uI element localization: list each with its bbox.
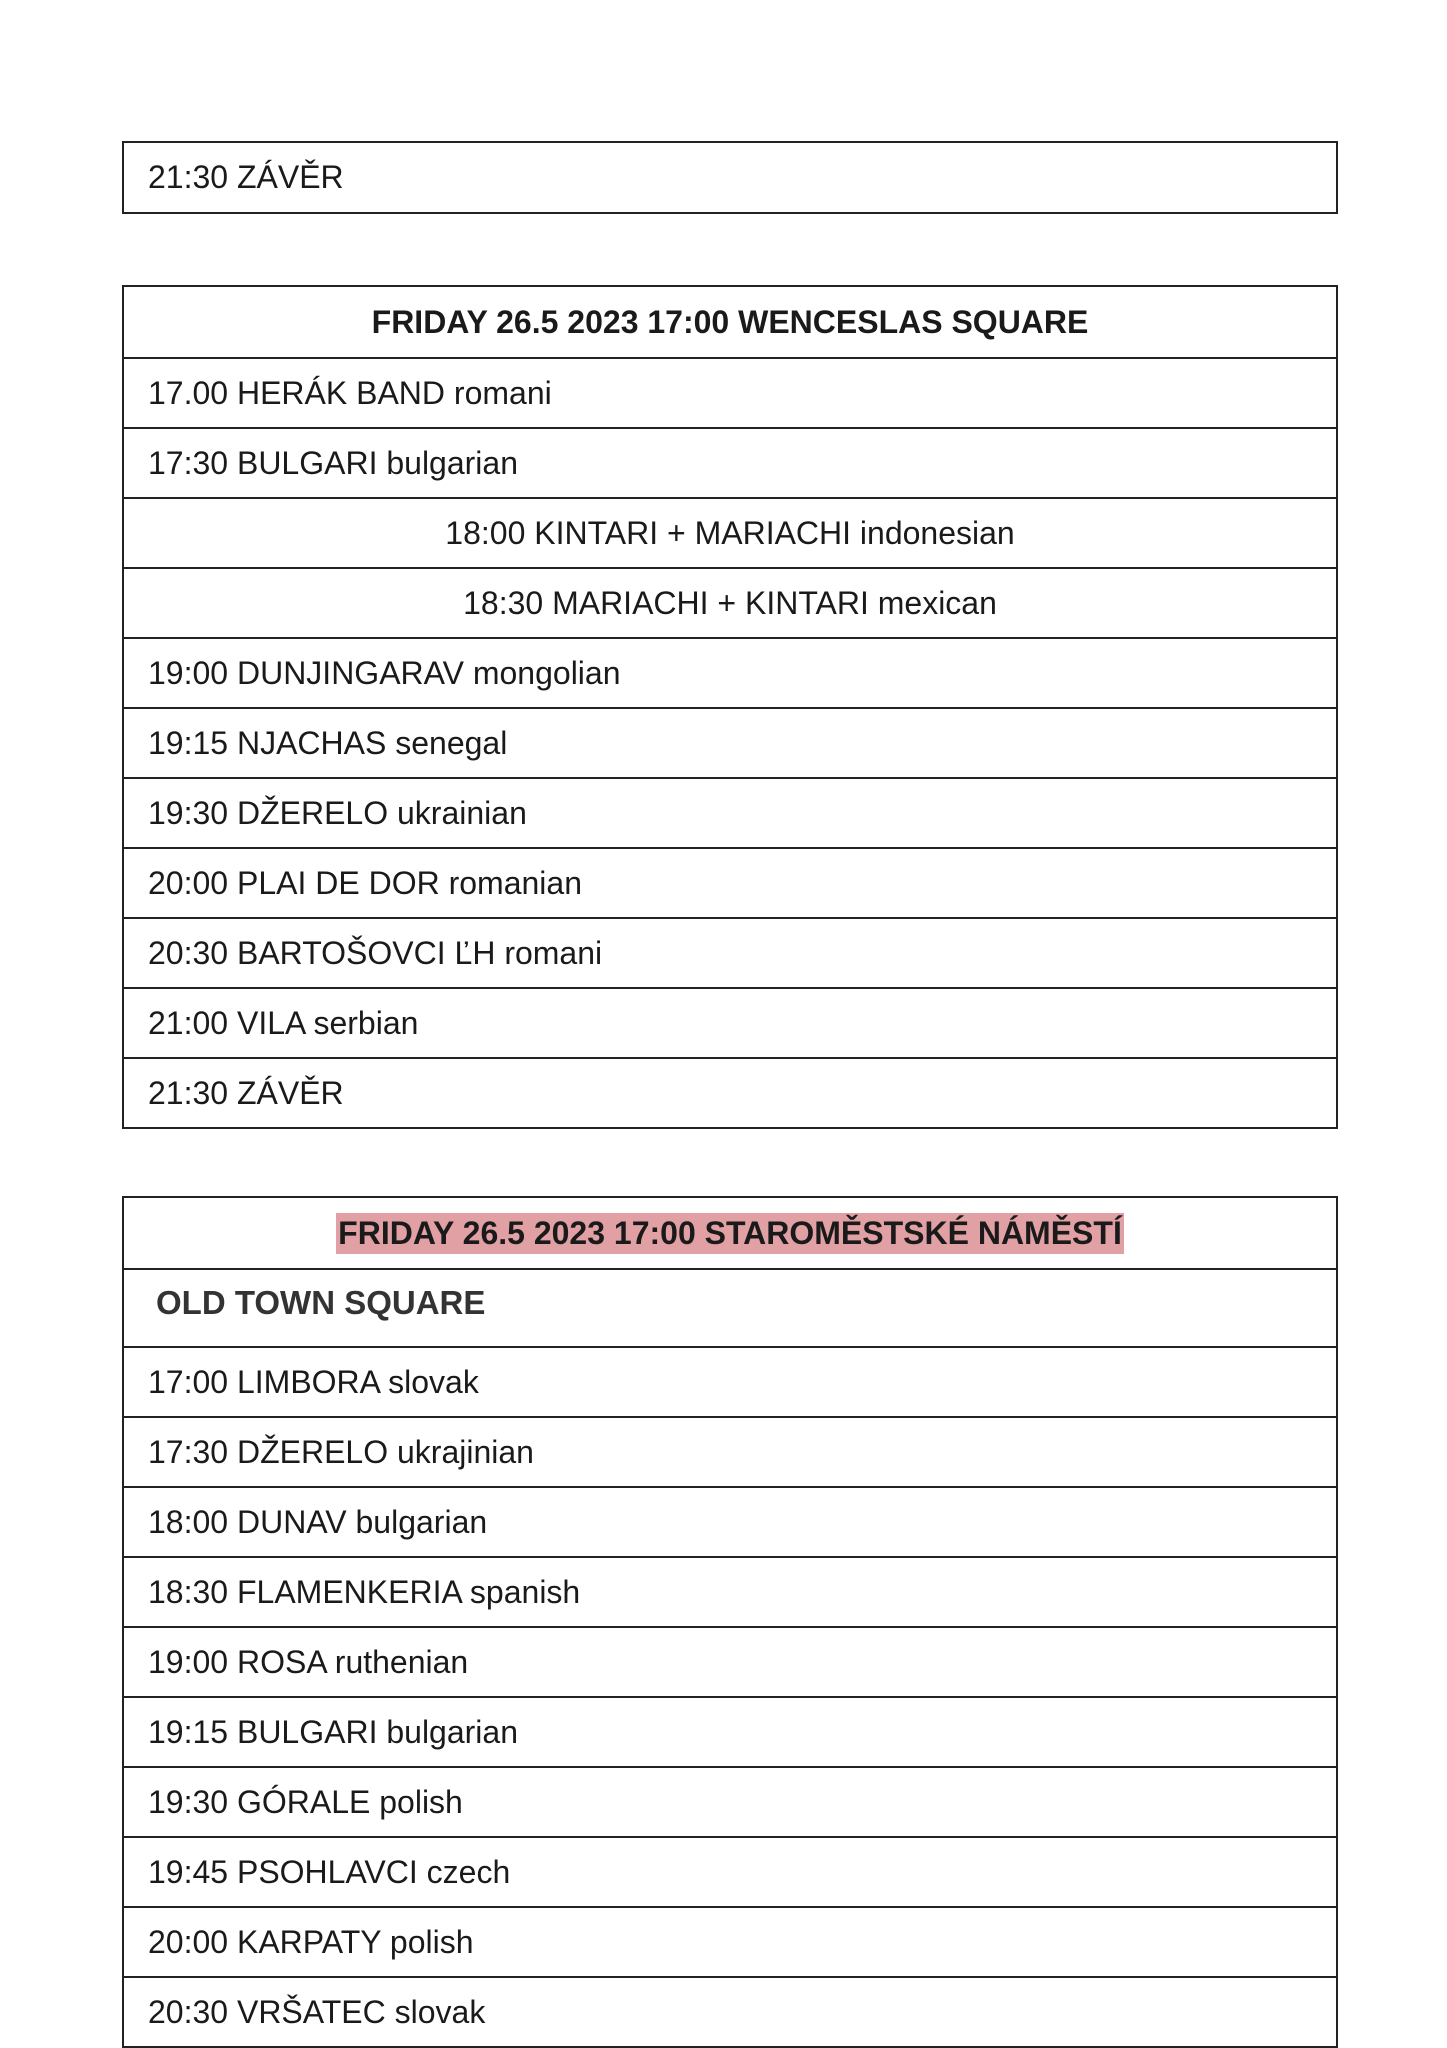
schedule-row: 18:30 MARIACHI + KINTARI mexican: [124, 567, 1336, 637]
schedule-row: 18:30 FLAMENKERIA spanish: [124, 1556, 1336, 1626]
schedule-row: 18:00 DUNAV bulgarian: [124, 1486, 1336, 1556]
table-header: [124, 1198, 1336, 1268]
schedule-table-wenceslas-square: [122, 285, 1338, 1129]
schedule-row: 17:00 LIMBORA slovak: [124, 1346, 1336, 1416]
schedule-row: 19:00 ROSA ruthenian: [124, 1626, 1336, 1696]
schedule-table-old-town-square: [122, 1196, 1338, 2048]
schedule-row: 19:30 GÓRALE polish: [124, 1766, 1336, 1836]
schedule-row: 19:15 BULGARI bulgarian: [124, 1696, 1336, 1766]
schedule-row: 17.00 HERÁK BAND romani: [124, 357, 1336, 427]
schedule-row: 19:00 DUNJINGARAV mongolian: [124, 637, 1336, 707]
schedule-table-continued: [122, 141, 1338, 214]
schedule-row: 21:30 ZÁVĚR: [124, 1057, 1336, 1127]
schedule-row: 19:15 NJACHAS senegal: [124, 707, 1336, 777]
schedule-row: 20:00 PLAI DE DOR romanian: [124, 847, 1336, 917]
schedule-row: 19:45 PSOHLAVCI czech: [124, 1836, 1336, 1906]
schedule-row: 18:00 KINTARI + MARIACHI indonesian: [124, 497, 1336, 567]
schedule-row: 17:30 BULGARI bulgarian: [124, 427, 1336, 497]
schedule-row: 21:00 VILA serbian: [124, 987, 1336, 1057]
schedule-row: 21:30 ZÁVĚR: [148, 159, 344, 195]
schedule-row: 17:30 DŽERELO ukrajinian: [124, 1416, 1336, 1486]
schedule-row: 20:30 BARTOŠOVCI ĽH romani: [124, 917, 1336, 987]
highlighted-header-text: FRIDAY 26.5 2023 17:00 STAROMĚSTSKÉ NÁMĚSTÍ: [336, 1213, 1124, 1254]
schedule-row: 20:00 KARPATY polish: [124, 1906, 1336, 1976]
schedule-row: 19:30 DŽERELO ukrainian: [124, 777, 1336, 847]
table-header: FRIDAY 26.5 2023 17:00 WENCESLAS SQUARE: [371, 303, 1089, 340]
schedule-row: 20:30 VRŠATEC slovak: [124, 1976, 1336, 2046]
table-subheader: OLD TOWN SQUARE: [124, 1268, 1336, 1346]
